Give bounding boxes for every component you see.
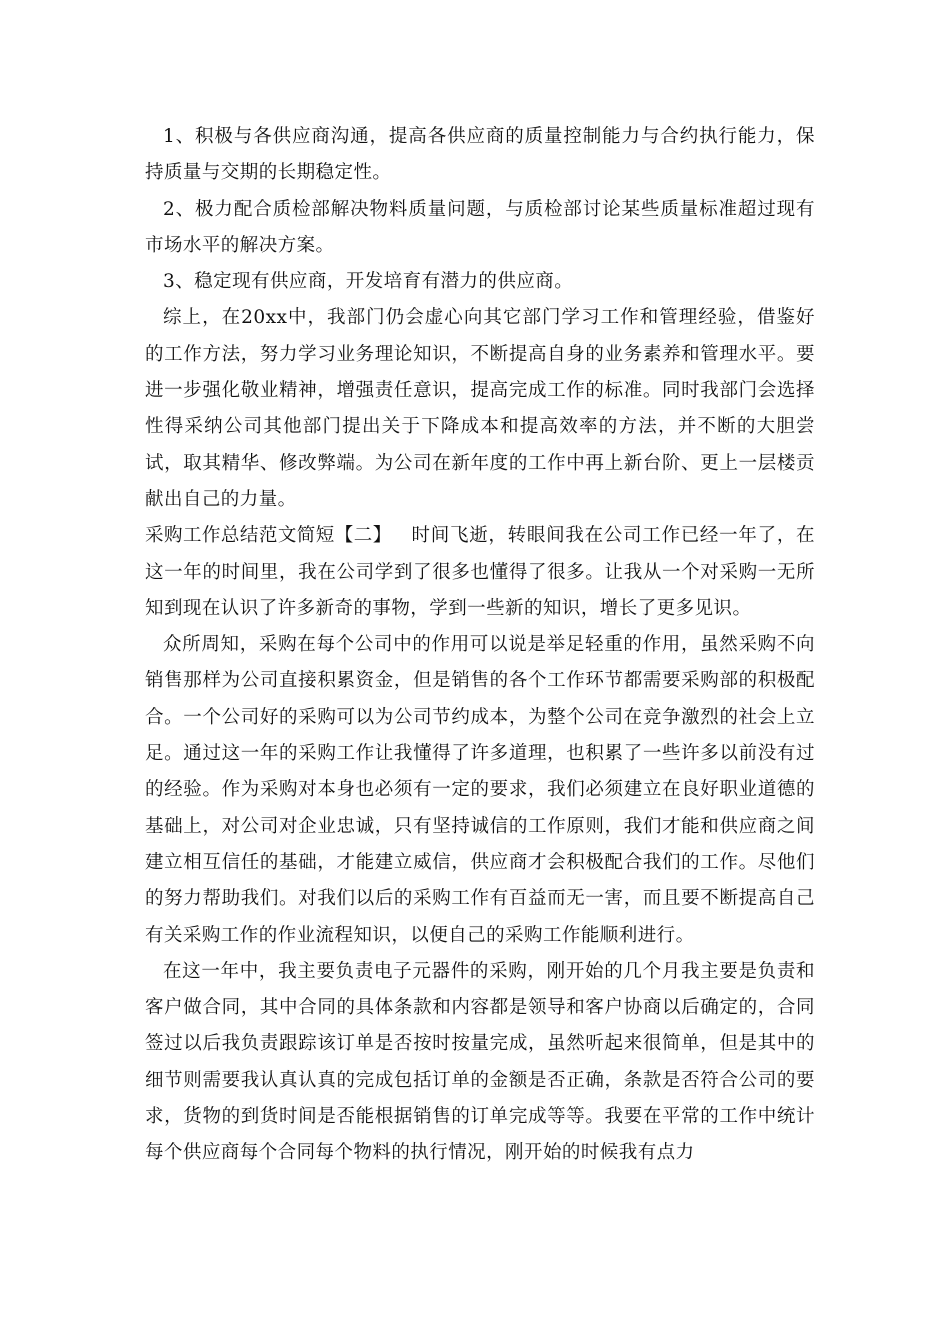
document-body (145, 119, 815, 1172)
body-paragraph-2: 在这一年中，我主要负责电子元器件的采购，刚开始的几个月我主要是负责和客户做合同，其中合同的具体条款和内容都是领导和客户协商以后确定的，合同签过以后我负责跟踪该订单是否按时按量完成，虽然听起来很简单，但是其中的细节则需要我认真认真的完成包括订单的金额是否正确，条款是否符合公司的要求，货物的到货时间是否能根据销售的订单完成等等。我要在平常的工作中统计每个供应商每个合同每个物料的执行情况，刚开始的时候我有点力 (145, 960, 815, 1164)
summary-paragraph: 综上，在20xx中，我部门仍会虚心向其它部门学习工作和管理经验，借鉴好的工作方法，努力学习业务理论知识，不断提高自身的业务素养和管理水平。要进一步强化敬业精神，增强责任意识，提高完成工作的标准。同时我部门会选择性得采纳公司其他部门提出关于下降成本和提高效率的方法，并不断的大胆尝试，取其精华、修改弊端。为公司在新年度的工作中再上新台阶、更上一层楼贡献出自己的力量。 (145, 307, 815, 510)
section-intro: 时间飞逝，转眼间我在公司工作已经一年了，在这一年的时间里，我在公司学到了很多也懂得了很多。让我从一个对采购一无所知到现在认识了许多新奇的事物，学到一些新的知识，增长了更多见识。 (145, 525, 816, 619)
section-two-paragraph (145, 518, 815, 627)
list-item-3: 3、稳定现有供应商，开发培育有潜力的供应商。 (163, 271, 574, 293)
body-paragraph-1: 众所周知，采购在每个公司中的作用可以说是举足轻重的作用，虽然采购不向销售那样为公司直接积累资金，但是销售的各个工作环节都需要采购部的积极配合。一个公司好的采购可以为公司节约成本，为整个公司在竞争激烈的社会上立足。通过这一年的采购工作让我懂得了许多道理，也积累了一些许多以前没有过的经验。作为采购对本身也必须有一定的要求，我们必须建立在良好职业道德的基础上，对公司对企业忠诚，只有坚持诚信的工作原则，我们才能和供应商之间建立相互信任的基础，才能建立威信，供应商才会积极配合我们的工作。尽他们的努力帮助我们。对我们以后的采购工作有百益而无一害，而且要不断提高自己有关采购工作的作业流程知识，以便自己的采购工作能顺利进行。 (145, 634, 815, 946)
list-item-2: 2、极力配合质检部解决物料质量问题，与质检部讨论某些质量标准超过现有市场水平的解决方案。 (145, 198, 815, 256)
section-heading: 采购工作总结范文简短【二】 (145, 525, 392, 547)
list-item-1: 1、积极与各供应商沟通，提高各供应商的质量控制能力与合约执行能力，保持质量与交期的长期稳定性。 (145, 126, 815, 184)
